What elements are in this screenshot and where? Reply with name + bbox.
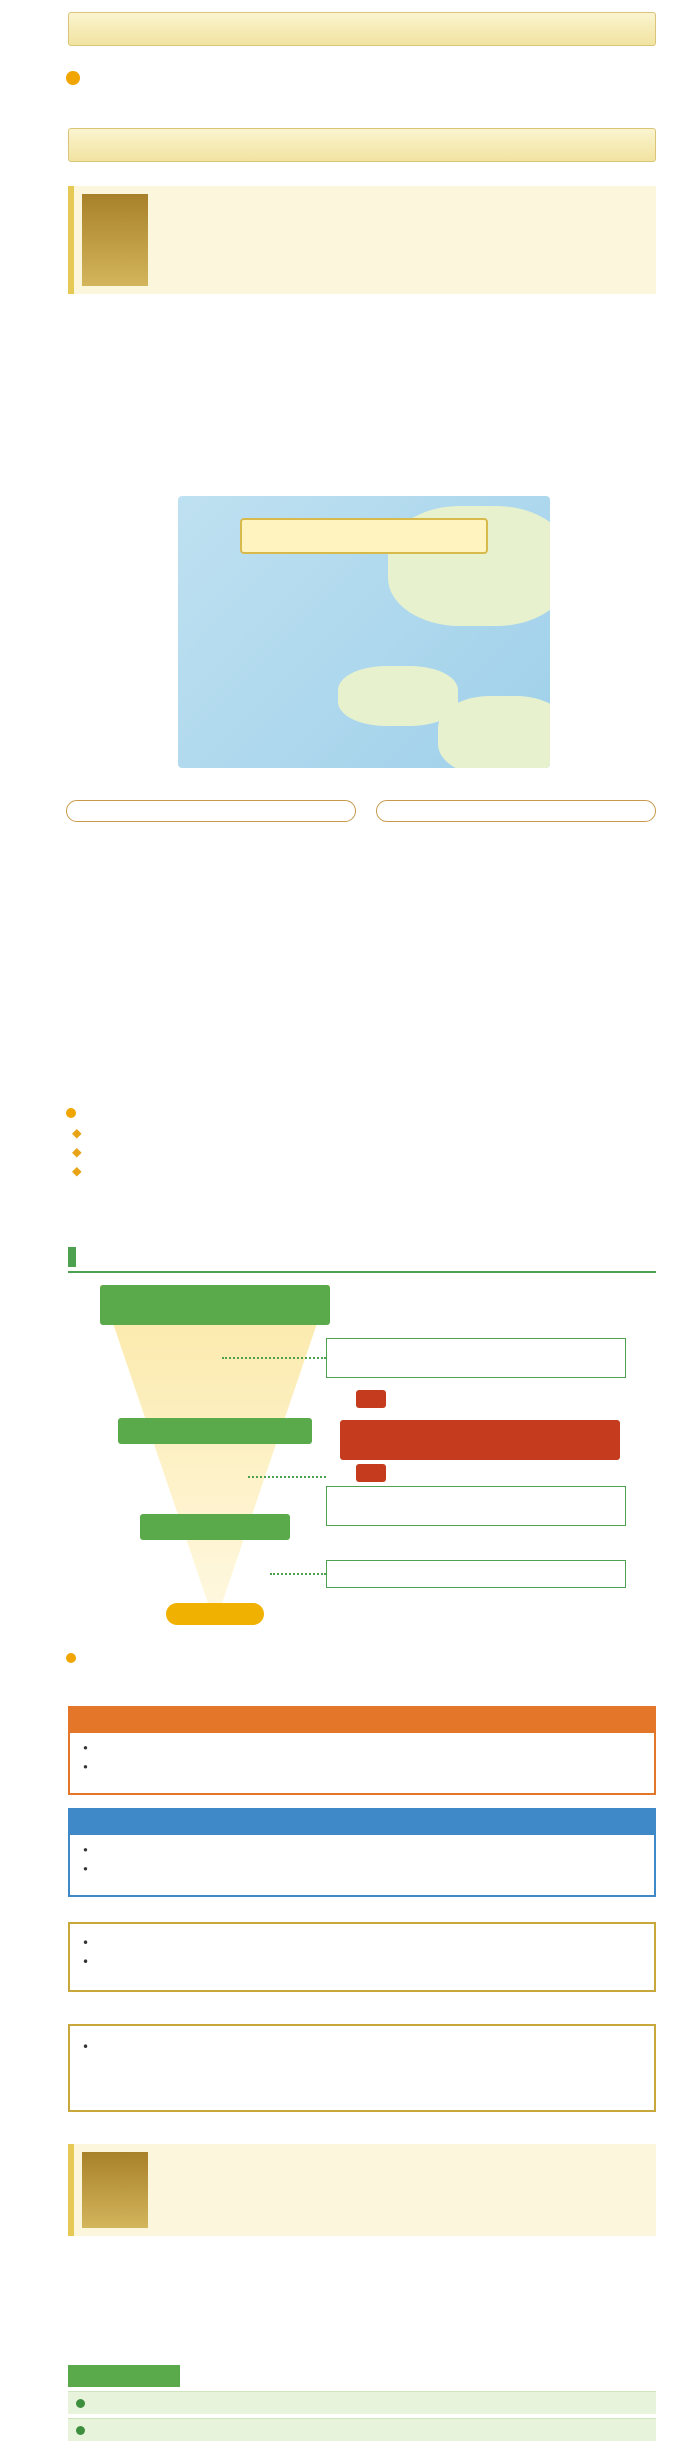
info-item: • (82, 1955, 90, 1969)
operation-item (66, 1161, 656, 1180)
header-bar-icon (68, 1247, 76, 1267)
diamond-icon: ◆ (72, 1125, 82, 1140)
info-item: • (82, 2040, 90, 2054)
bullet-dot-icon (66, 1108, 76, 1118)
population-table-title (376, 800, 656, 822)
process-step-investable (118, 1418, 312, 1444)
investment-region-map (178, 496, 550, 768)
feature-1 (68, 186, 656, 294)
diamond-icon: ◆ (72, 1163, 82, 1178)
advisors-box (340, 1420, 620, 1460)
advise-label (356, 1390, 386, 1408)
feature-2 (68, 2144, 656, 2236)
advice-lead (66, 1650, 656, 1669)
process-top (100, 1285, 330, 1325)
hk-advisor-body (68, 1731, 656, 1795)
map-land (438, 696, 550, 768)
feature-number (82, 2152, 148, 2228)
info-box-1 (68, 1922, 656, 1992)
limits-title (68, 2365, 180, 2387)
process-portfolio (166, 1603, 264, 1625)
hk-item: • (82, 1741, 89, 1755)
sg-advisor-header (68, 1808, 656, 1833)
operation-item (66, 1142, 656, 1161)
advise-label (356, 1464, 386, 1482)
process-header (68, 1247, 656, 1273)
map-title (240, 518, 488, 554)
bullet-dot-icon (66, 1653, 76, 1663)
process-funnel (100, 1285, 330, 1615)
sg-item: • (82, 1862, 89, 1876)
dotted-arrow (270, 1573, 326, 1575)
bullet-dot-icon (76, 2399, 85, 2408)
section-header-features (68, 128, 656, 162)
gdp-chart-title (66, 800, 356, 822)
funnel-shape (100, 1285, 330, 1615)
operation-item (66, 1123, 656, 1142)
process-step-candidates (140, 1514, 290, 1540)
bullet-dot-icon (76, 2426, 85, 2435)
operation-policy (66, 1104, 656, 1180)
process-box-1 (326, 1338, 626, 1378)
dotted-arrow (222, 1357, 326, 1359)
dotted-arrow (248, 1476, 326, 1478)
feature-notes (68, 306, 648, 308)
operation-lead (66, 1104, 656, 1123)
investment-limits (68, 2365, 656, 2441)
gdp-growth-chart (66, 830, 366, 1030)
hk-advisor-header (68, 1706, 656, 1731)
limit-item (68, 2418, 656, 2441)
limit-item (68, 2391, 656, 2414)
purpose-text (66, 68, 84, 88)
process-box-3 (326, 1560, 626, 1588)
diamond-icon: ◆ (72, 1144, 82, 1159)
info-item: • (82, 1936, 90, 1950)
sg-advisor-body (68, 1833, 656, 1897)
chart-notes (68, 1050, 658, 1052)
section-header-purpose (68, 12, 656, 46)
process-box-2 (326, 1486, 626, 1526)
info-box-2 (68, 2024, 656, 2112)
feature-number (82, 194, 148, 286)
sg-item: • (82, 1843, 89, 1857)
hk-item: • (82, 1760, 89, 1774)
bullet-dot-icon (66, 71, 80, 85)
